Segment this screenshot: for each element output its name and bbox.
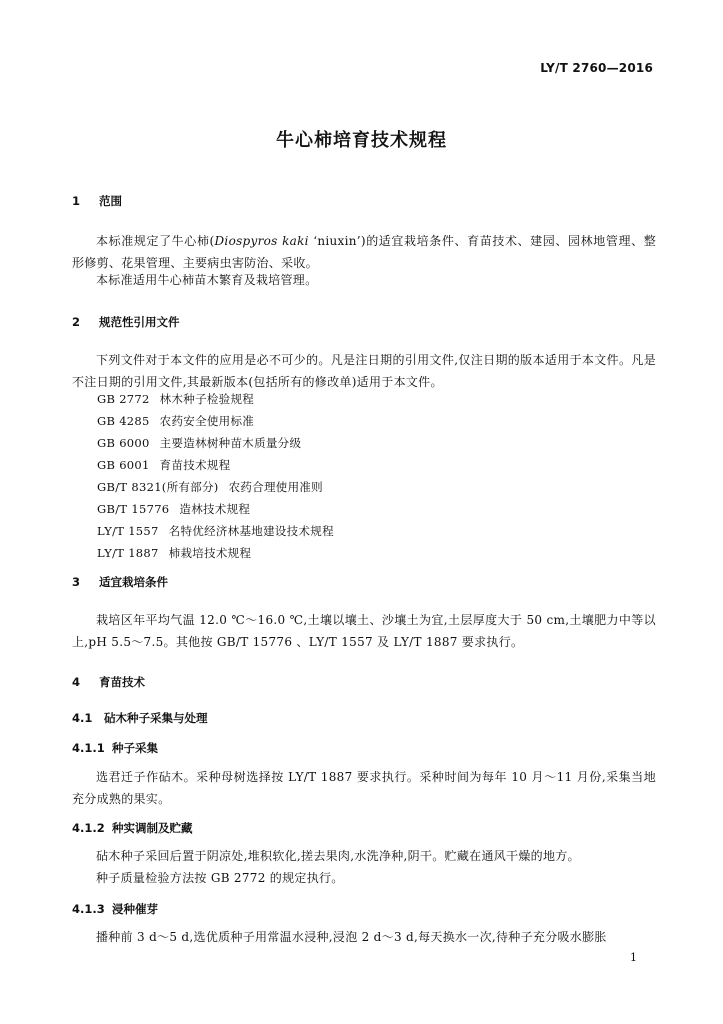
reference-item <box>97 435 301 451</box>
section-4-heading <box>72 674 145 690</box>
section-number: 4 <box>72 675 81 689</box>
subsection-4-1-3-paragraph: 播种前 3 d～5 d,选优质种子用常温水浸种,浸泡 2 d～3 d,每天换水一次,待种子充分吸水膨胀 <box>96 930 607 944</box>
section-number: 3 <box>72 575 81 589</box>
document-title: 牛心柿培育技术规程 <box>276 130 447 151</box>
reference-code: GB 6000 <box>97 436 150 450</box>
subsection-4-1-3-heading <box>72 901 158 917</box>
text-run: 本标准规定了牛心柿( <box>96 234 215 248</box>
subsection-4-1-1-heading <box>72 740 158 756</box>
section-number: 1 <box>72 194 81 208</box>
reference-name: 主要造林树种苗木质量分级 <box>159 436 302 450</box>
reference-item <box>97 501 250 517</box>
subsection-4-1-heading <box>72 710 208 726</box>
section-1-paragraph-2: 本标准适用牛心柿苗木繁育及栽培管理。 <box>96 273 318 287</box>
reference-name: 名特优经济林基地建设技术规程 <box>168 524 334 538</box>
standard-code: LY/T 2760—2016 <box>540 61 653 75</box>
reference-item <box>97 523 334 539</box>
reference-name: 造林技术规程 <box>179 502 251 516</box>
section-2-heading <box>72 314 180 330</box>
reference-name: 农药合理使用准则 <box>228 480 323 494</box>
reference-item <box>97 391 254 407</box>
subsection-4-1-1-paragraph: 选君迁子作砧木。采种母树选择按 LY/T 1887 要求执行。采种时间为每年 10 月～11 月份,采集当地充分成熟的果实。 <box>72 770 656 806</box>
section-number: 4.1 <box>72 711 93 725</box>
reference-code: GB 2772 <box>97 392 150 406</box>
text-run: ‘niuxin’)的适宜栽培条件、育苗技术、建园、园林地管理、整形修剪、花果管理、主要病虫害防治、采收。 <box>72 234 657 270</box>
section-3-paragraph-1: 栽培区年平均气温 12.0 ℃～16.0 ℃,土壤以壤土、沙壤土为宜,土层厚度大于 50 cm,土壤肥力中等以上,pH 5.5～7.5。其他按 GB/T 15776 、LY/T 1557 及 LY/T 1887 要求执行。 <box>72 613 656 649</box>
latin-species-name: Diospyros kaki <box>214 234 309 248</box>
reference-item <box>97 413 254 429</box>
section-title: 浸种催芽 <box>112 902 158 916</box>
reference-name: 农药安全使用标准 <box>159 414 255 428</box>
section-title: 种子采集 <box>112 741 158 755</box>
section-title: 砧木种子采集与处理 <box>104 711 208 725</box>
section-number: 4.1.1 <box>72 741 105 755</box>
reference-item <box>97 457 230 473</box>
reference-code: LY/T 1557 <box>97 524 159 538</box>
section-number: 2 <box>72 315 81 329</box>
page-number: 1 <box>630 951 637 964</box>
section-number: 4.1.3 <box>72 902 105 916</box>
section-1-heading <box>72 193 122 209</box>
subsection-4-1-2-paragraph-2: 种子质量检验方法按 GB 2772 的规定执行。 <box>96 871 344 885</box>
subsection-4-1-2-heading <box>72 820 193 836</box>
reference-code: GB 6001 <box>97 458 150 472</box>
reference-item <box>97 545 251 561</box>
section-3-heading <box>72 574 168 590</box>
reference-code: LY/T 1887 <box>97 546 159 560</box>
reference-name: 柿栽培技术规程 <box>168 546 252 560</box>
reference-name: 育苗技术规程 <box>159 458 231 472</box>
section-title: 适宜栽培条件 <box>99 575 168 589</box>
reference-item <box>97 479 323 495</box>
reference-name: 林木种子检验规程 <box>159 392 255 406</box>
section-title: 规范性引用文件 <box>99 315 180 329</box>
subsection-4-1-2-paragraph-1: 砧木种子采回后置于阴凉处,堆积软化,搓去果肉,水洗净种,阴干。贮藏在通风干燥的地方。 <box>96 849 580 863</box>
reference-code: GB/T 8321(所有部分) <box>97 480 219 494</box>
reference-code: GB/T 15776 <box>97 502 170 516</box>
section-1-paragraph-1 <box>72 230 656 274</box>
section-number: 4.1.2 <box>72 821 105 835</box>
section-title: 种实调制及贮藏 <box>112 821 193 835</box>
section-title: 范围 <box>99 194 122 208</box>
reference-code: GB 4285 <box>97 414 150 428</box>
section-2-paragraph-1: 下列文件对于本文件的应用是必不可少的。凡是注日期的引用文件,仅注日期的版本适用于本文件。凡是不注日期的引用文件,其最新版本(包括所有的修改单)适用于本文件。 <box>72 353 656 389</box>
section-title: 育苗技术 <box>99 675 145 689</box>
